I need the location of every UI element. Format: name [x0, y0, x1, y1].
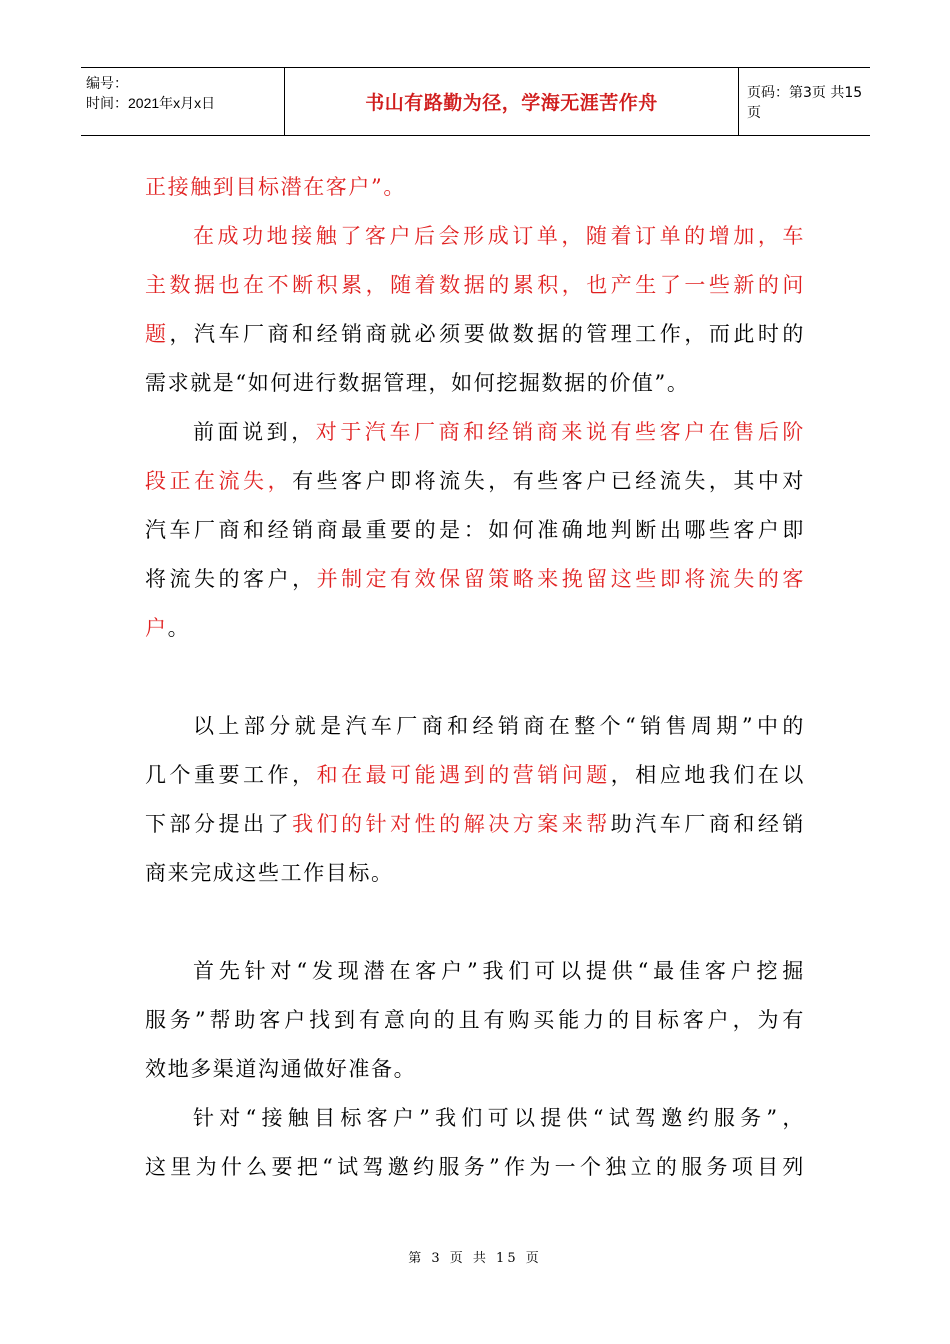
text-line [145, 408, 805, 457]
body-text: 服务”帮助客户找到有意向的且有购买能力的目标客户，为有 [145, 1008, 805, 1032]
body-text: 。 [167, 616, 191, 640]
body-text: 有些客户即将流失，有些客户已经流失，其中对 [292, 469, 805, 493]
text-line [145, 1045, 805, 1094]
text-line [145, 457, 805, 506]
body-text: 几个重要工作， [145, 763, 317, 787]
body-text: 将流失的客户， [145, 567, 317, 591]
emphasis-text: 户 [145, 616, 168, 640]
emphasis-text: 并制定有效保留策略来挽留这些即将流失的客 [316, 567, 805, 591]
header-page-cell [739, 68, 870, 135]
emphasis-text: 和在最可能遇到的营销问题 [316, 763, 611, 787]
document-body [145, 163, 805, 1192]
body-text: 针对“接触目标客户”我们可以提供“试驾邀约服务”， [193, 1106, 805, 1130]
text-line [145, 1143, 805, 1192]
text-line [145, 261, 805, 310]
page-footer [0, 1247, 950, 1266]
text-line [145, 506, 805, 555]
motto-text: 书山有路勤为径，学海无涯苦作舟 [365, 92, 658, 114]
text-line [145, 849, 805, 898]
text-line [145, 751, 805, 800]
text-line [145, 604, 805, 653]
text-line [145, 359, 805, 408]
text-line [145, 555, 805, 604]
page-label: 页码：第3页 共15页 [747, 84, 863, 121]
number-label: 编号： [86, 75, 128, 91]
text-line [145, 800, 805, 849]
body-text: 需求就是“如何进行数据管理，如何挖掘数据的价值”。 [145, 371, 690, 395]
footer-page-number: 第 3 页 共 15 页 [408, 1251, 542, 1266]
body-text: 助汽车厂商和经销 [610, 812, 805, 836]
page-header [81, 67, 870, 136]
text-line [145, 1094, 805, 1143]
body-text: 首先针对“发现潜在客户”我们可以提供“最佳客户挖掘 [193, 959, 805, 983]
emphasis-text: 我们的针对性的解决方案来帮 [292, 812, 611, 836]
emphasis-text: 对于汽车厂商和经销商来说有些客户在售后阶 [315, 420, 806, 444]
time-label: 时间：2021年x月x日 [86, 95, 216, 111]
emphasis-text: 正接触到目标潜在客户”。 [145, 175, 406, 199]
emphasis-text: 段正在流失， [145, 469, 293, 493]
emphasis-text: 在成功地接触了客户后会形成订单，随着订单的增加，车 [193, 224, 805, 248]
body-text: 下部分提出了 [145, 812, 293, 836]
paragraph-gap [145, 898, 805, 947]
body-text: 这里为什么要把“试驾邀约服务”作为一个独立的服务项目列 [145, 1155, 805, 1179]
body-text: 汽车厂商和经销商最重要的是：如何准确地判断出哪些客户即 [145, 518, 805, 542]
header-motto-cell [284, 68, 739, 135]
text-line [145, 310, 805, 359]
text-line [145, 163, 805, 212]
text-line [145, 702, 805, 751]
text-line [145, 947, 805, 996]
text-line [145, 212, 805, 261]
body-text: 前面说到， [193, 420, 316, 444]
body-text: 以上部分就是汽车厂商和经销商在整个“销售周期”中的 [193, 714, 805, 738]
body-text: 效地多渠道沟通做好准备。 [145, 1057, 417, 1081]
body-text: 商来完成这些工作目标。 [145, 861, 394, 885]
body-text: ，相应地我们在以 [610, 763, 805, 787]
emphasis-text: 题 [145, 322, 170, 346]
text-line [145, 996, 805, 1045]
header-meta [81, 68, 284, 135]
paragraph-gap [145, 653, 805, 702]
emphasis-text: 主数据也在不断积累，随着数据的累积，也产生了一些新的问 [145, 273, 805, 297]
body-text: ，汽车厂商和经销商就必须要做数据的管理工作，而此时的 [169, 322, 805, 346]
